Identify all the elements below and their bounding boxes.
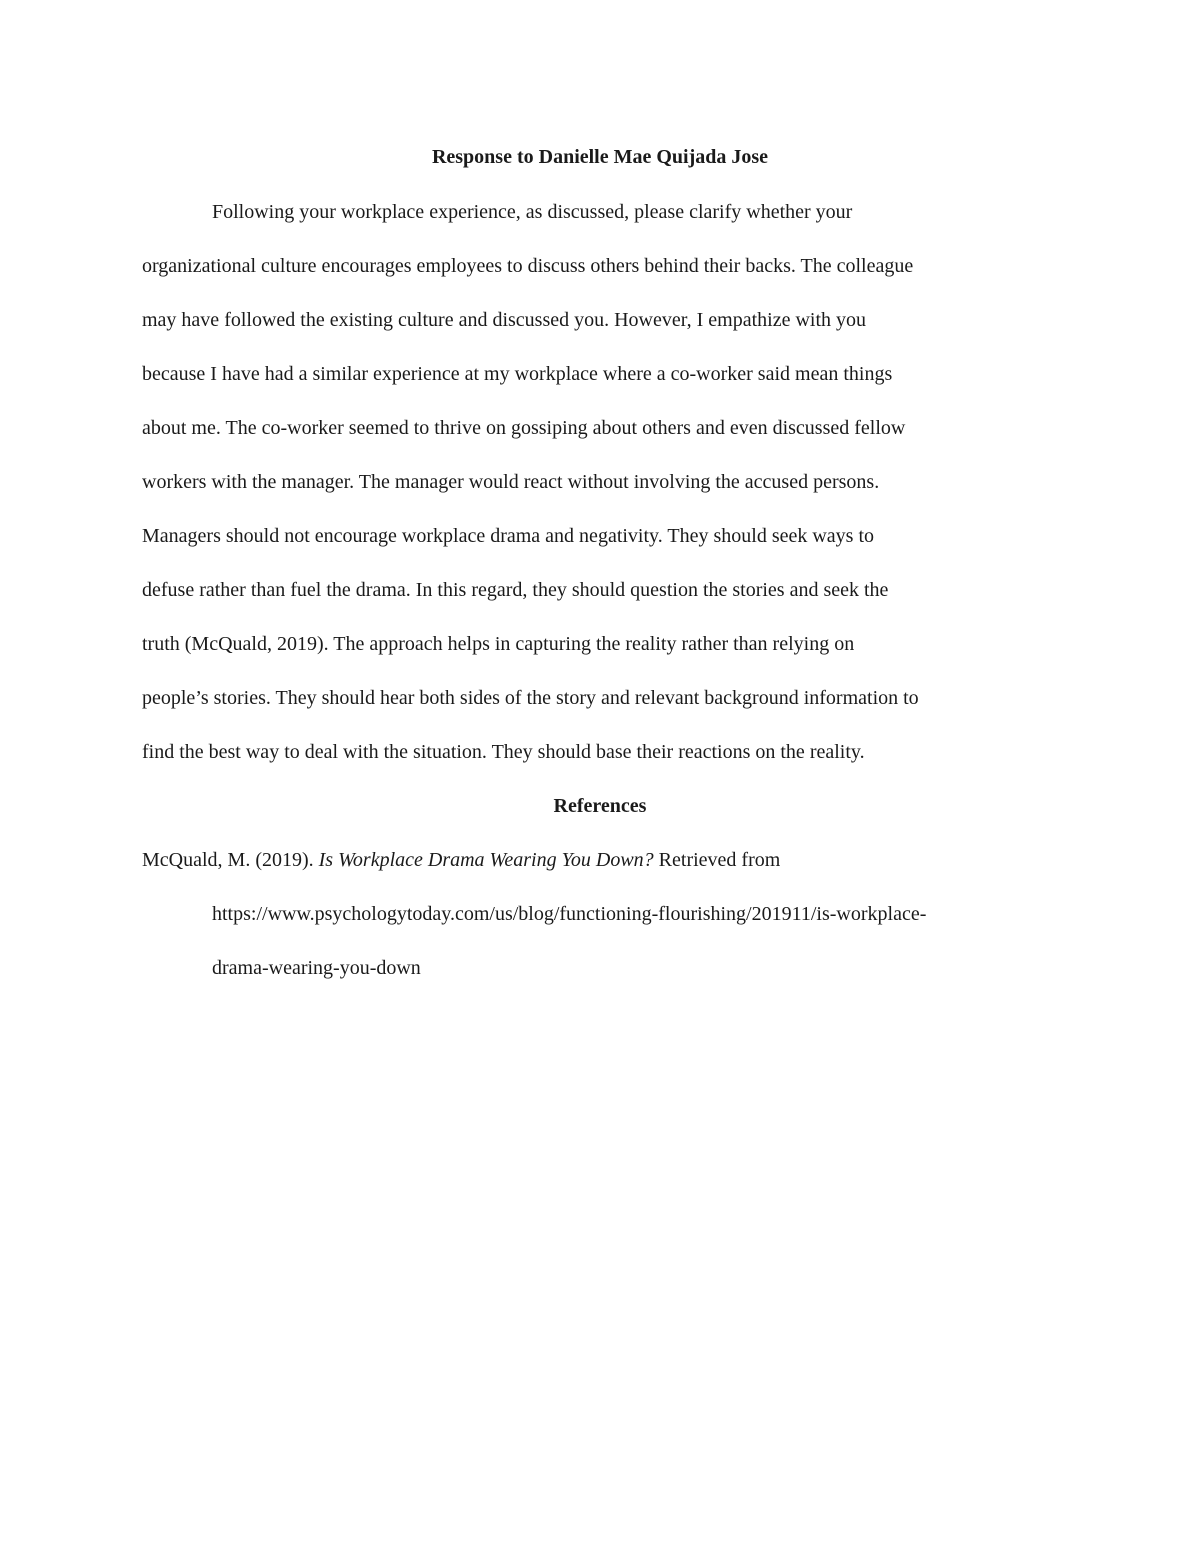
paragraph-line: people’s stories. They should hear both sides of the story and relevant background information to bbox=[142, 687, 919, 709]
reference-work-title: Is Workplace Drama Wearing You Down? bbox=[318, 849, 654, 871]
paragraph-line: find the best way to deal with the situation. They should base their reactions on the reality. bbox=[142, 741, 865, 763]
paragraph-line: truth (McQuald, 2019). The approach helps in capturing the reality rather than relying on bbox=[142, 633, 855, 655]
reference-url-line: https://www.psychologytoday.com/us/blog/functioning-flourishing/201911/is-workplace- bbox=[212, 903, 927, 925]
paragraph-line: may have followed the existing culture and discussed you. However, I empathize with you bbox=[142, 309, 867, 331]
reference-retrieved: Retrieved from bbox=[653, 849, 781, 871]
paragraph-line: about me. The co-worker seemed to thrive on gossiping about others and even discussed fellow bbox=[142, 417, 906, 439]
document-title: Response to Danielle Mae Quijada Jose bbox=[431, 146, 769, 168]
paragraph-line: Managers should not encourage workplace drama and negativity. They should seek ways to bbox=[142, 525, 875, 547]
paragraph-line: organizational culture encourages employees to discuss others behind their backs. The colleague bbox=[142, 255, 914, 277]
paragraph-line: because I have had a similar experience at my workplace where a co-worker said mean things bbox=[142, 363, 893, 385]
reference-url-line: drama-wearing-you-down bbox=[212, 957, 421, 979]
reference-first-line bbox=[142, 846, 780, 874]
paragraph-line: defuse rather than fuel the drama. In this regard, they should question the stories and seek the bbox=[142, 579, 889, 601]
reference-author-year: McQuald, M. (2019). bbox=[142, 849, 319, 871]
references-heading: References bbox=[553, 795, 647, 817]
paragraph-line: Following your workplace experience, as discussed, please clarify whether your bbox=[212, 201, 853, 223]
paragraph-line: workers with the manager. The manager would react without involving the accused persons. bbox=[142, 471, 880, 493]
